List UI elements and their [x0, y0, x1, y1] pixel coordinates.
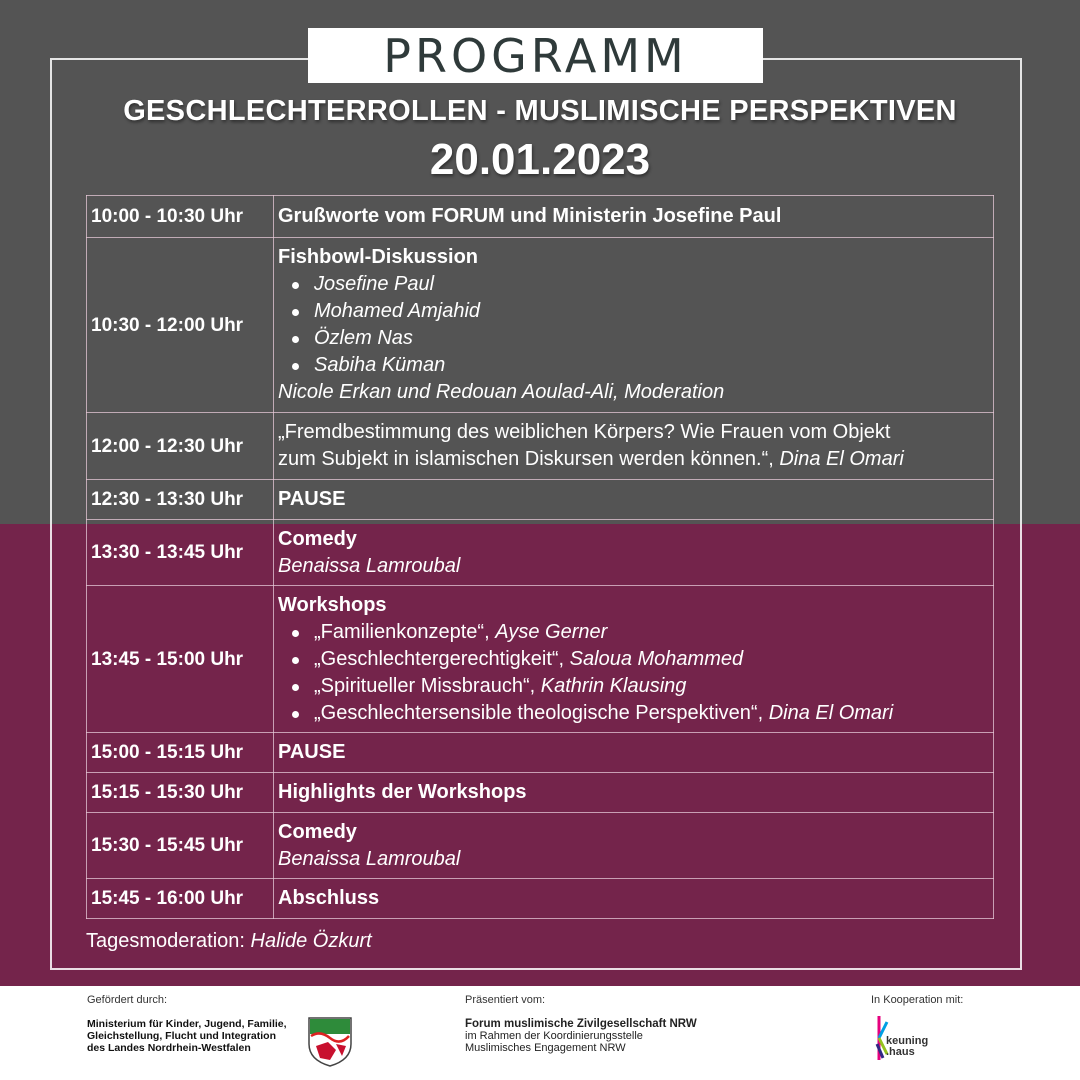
- presented-label: Präsentiert vom:: [465, 994, 546, 1006]
- speaker-name: Benaissa Lamroubal: [278, 554, 461, 577]
- session-cell: [274, 586, 994, 733]
- keuning-line: .haus: [886, 1046, 915, 1058]
- table-row: [87, 520, 994, 586]
- table-row: [87, 586, 994, 733]
- list-item: [314, 700, 989, 727]
- ministry-line: Gleichstellung, Flucht und Integration: [87, 1030, 276, 1042]
- session-title: Comedy: [278, 820, 357, 843]
- table-row: [87, 480, 994, 520]
- forum-info: [465, 1018, 697, 1054]
- workshop-list: [278, 619, 989, 727]
- nrw-crest-icon: [306, 1016, 354, 1068]
- session-title: PAUSE: [274, 480, 994, 520]
- forum-name: Forum muslimische Zivilgesellschaft NRW: [465, 1018, 697, 1030]
- session-title: PAUSE: [274, 733, 994, 773]
- forum-line: Muslimisches Engagement NRW: [465, 1042, 626, 1054]
- list-item: Özlem Nas: [314, 325, 989, 352]
- time-cell: 10:30 - 12:00 Uhr: [87, 238, 274, 413]
- workshop-topic: „Spiritueller Missbrauch“,: [314, 674, 536, 697]
- speaker-name: Kathrin Klausing: [540, 674, 687, 697]
- keuning-line: keuning: [886, 1035, 929, 1047]
- moderation-note: Nicole Erkan und Redouan Aoulad-Ali, Moderation: [278, 381, 725, 403]
- session-title: Abschluss: [274, 879, 994, 919]
- list-item: [314, 673, 989, 700]
- talk-title-line: zum Subjekt in islamischen Diskursen werden können.“,: [278, 448, 774, 470]
- workshop-topic: „Geschlechtergerechtigkeit“,: [314, 647, 565, 670]
- workshop-topic: „Geschlechtersensible theologische Perspektiven“,: [314, 701, 764, 724]
- speaker-name: Ayse Gerner: [495, 620, 608, 643]
- table-row: [87, 879, 994, 919]
- moderation-label: Tagesmoderation:: [86, 930, 245, 952]
- time-cell: 15:15 - 15:30 Uhr: [87, 773, 274, 813]
- list-item: [314, 646, 989, 673]
- time-cell: 12:30 - 13:30 Uhr: [87, 480, 274, 520]
- day-moderation: [86, 930, 372, 953]
- time-cell: 15:45 - 16:00 Uhr: [87, 879, 274, 919]
- forum-line: im Rahmen der Koordinierungsstelle: [465, 1030, 643, 1042]
- table-row: [87, 813, 994, 879]
- workshop-topic: „Familienkonzepte“,: [314, 620, 490, 643]
- ministry-line: Ministerium für Kinder, Jugend, Familie,: [87, 1018, 287, 1030]
- schedule-table: [86, 195, 994, 919]
- event-date: 20.01.2023: [429, 135, 651, 184]
- time-cell: 12:00 - 12:30 Uhr: [87, 413, 274, 480]
- time-cell: 13:45 - 15:00 Uhr: [87, 586, 274, 733]
- list-item: Josefine Paul: [314, 271, 989, 298]
- time-cell: 13:30 - 13:45 Uhr: [87, 520, 274, 586]
- time-cell: 15:00 - 15:15 Uhr: [87, 733, 274, 773]
- session-title: Grußworte vom FORUM und Ministerin Josefine Paul: [274, 196, 994, 238]
- session-cell: [274, 813, 994, 879]
- panelist-list: [278, 271, 989, 379]
- time-cell: 10:00 - 10:30 Uhr: [87, 196, 274, 238]
- event-subtitle: GESCHLECHTERROLLEN - MUSLIMISCHE PERSPEKTIVEN: [123, 95, 957, 127]
- speaker-name: Benaissa Lamroubal: [278, 847, 461, 870]
- session-cell: [274, 520, 994, 586]
- speaker-name: Saloua Mohammed: [569, 647, 744, 670]
- moderator-name: Halide Özkurt: [250, 930, 372, 952]
- keuning-wordmark: [886, 1036, 928, 1058]
- table-row: [87, 196, 994, 238]
- session-title: Workshops: [278, 593, 387, 616]
- cooperation-label: In Kooperation mit:: [871, 994, 964, 1006]
- table-row: [87, 238, 994, 413]
- speaker-name: Dina El Omari: [768, 701, 894, 724]
- list-item: [314, 619, 989, 646]
- funded-label: Gefördert durch:: [87, 994, 168, 1006]
- session-title: Comedy: [278, 527, 357, 550]
- session-cell: [274, 413, 994, 480]
- page-title: PROGRAMM: [308, 28, 763, 83]
- ministry-name: [87, 1018, 297, 1054]
- session-title: Fishbowl-Diskussion: [278, 246, 479, 268]
- table-row: [87, 413, 994, 480]
- list-item: Mohamed Amjahid: [314, 298, 989, 325]
- speaker-name: Dina El Omari: [779, 448, 904, 470]
- ministry-line: des Landes Nordrhein-Westfalen: [87, 1042, 251, 1054]
- session-title: Highlights der Workshops: [274, 773, 994, 813]
- footer: [0, 986, 1080, 1080]
- list-item: Sabiha Küman: [314, 352, 989, 379]
- table-row: [87, 733, 994, 773]
- time-cell: 15:30 - 15:45 Uhr: [87, 813, 274, 879]
- session-cell: [274, 238, 994, 413]
- table-row: [87, 773, 994, 813]
- talk-title-line: „Fremdbestimmung des weiblichen Körpers? Wie Frauen vom Objekt: [278, 421, 891, 443]
